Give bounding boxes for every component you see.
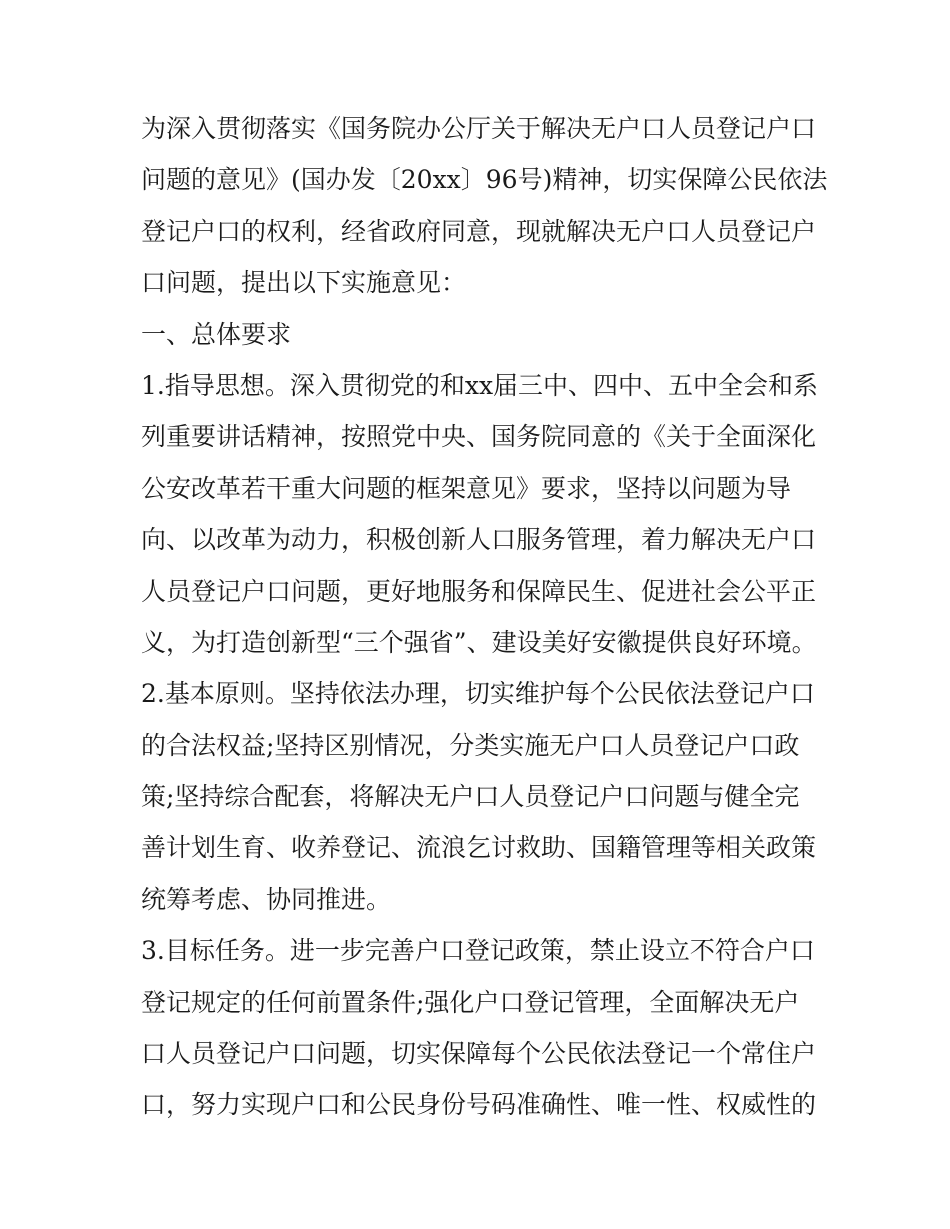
- text-line-2: 问题的意见》(国办发〔20xx〕96号)精神，切实保障公民依法: [141, 165, 828, 195]
- text-line-4: 口问题，提出以下实施意见：: [141, 268, 467, 298]
- section-heading: 一、总体要求: [141, 319, 292, 349]
- text-line-20: 口，努力实现户口和公民身份号码准确性、唯一性、权威性的: [141, 1090, 817, 1120]
- text-line-1: 为深入贯彻落实《国务院办公厅关于解决无户口人员登记户口: [141, 114, 817, 143]
- text-line-17: 3.目标任务。进一步完善户口登记政策，禁止设立不符合户口: [141, 936, 815, 966]
- text-line-15: 善计划生育、收养登记、流浪乞讨救助、国籍管理等相关政策: [141, 833, 817, 863]
- text-line-8: 公安改革若干重大问题的框架意见》要求，坚持以问题为导: [141, 473, 792, 503]
- text-line-12: 2.基本原则。坚持依法办理，切实维护每个公民依法登记户口: [141, 679, 815, 709]
- text-line-16: 统筹考虑、协同推进。: [141, 884, 392, 914]
- text-line-6: 1.指导思想。深入贯彻党的和xx届三中、四中、五中全会和系: [141, 370, 819, 400]
- text-line-13: 的合法权益;坚持区别情况，分类实施无户口人员登记户口政: [141, 730, 800, 760]
- text-line-19: 口人员登记户口问题，切实保障每个公民依法登记一个常住户: [141, 1039, 817, 1069]
- text-line-9: 向、以改革为动力，积极创新人口服务管理，着力解决无户口: [141, 525, 817, 555]
- text-line-18: 登记规定的任何前置条件;强化户口登记管理，全面解决无户: [141, 987, 800, 1017]
- text-line-10: 人员登记户口问题，更好地服务和保障民生、促进社会公平正: [141, 576, 817, 606]
- document-body: [141, 103, 828, 1131]
- text-line-11: 义，为打造创新型“三个强省”、建设美好安徽提供良好环境。: [141, 627, 817, 657]
- text-line-14: 策;坚持综合配套，将解决无户口人员登记户口问题与健全完: [141, 782, 800, 812]
- text-line-3: 登记户口的权利，经省政府同意，现就解决无户口人员登记户: [141, 216, 817, 246]
- text-line-7: 列重要讲话精神，按照党中央、国务院同意的《关于全面深化: [141, 422, 817, 452]
